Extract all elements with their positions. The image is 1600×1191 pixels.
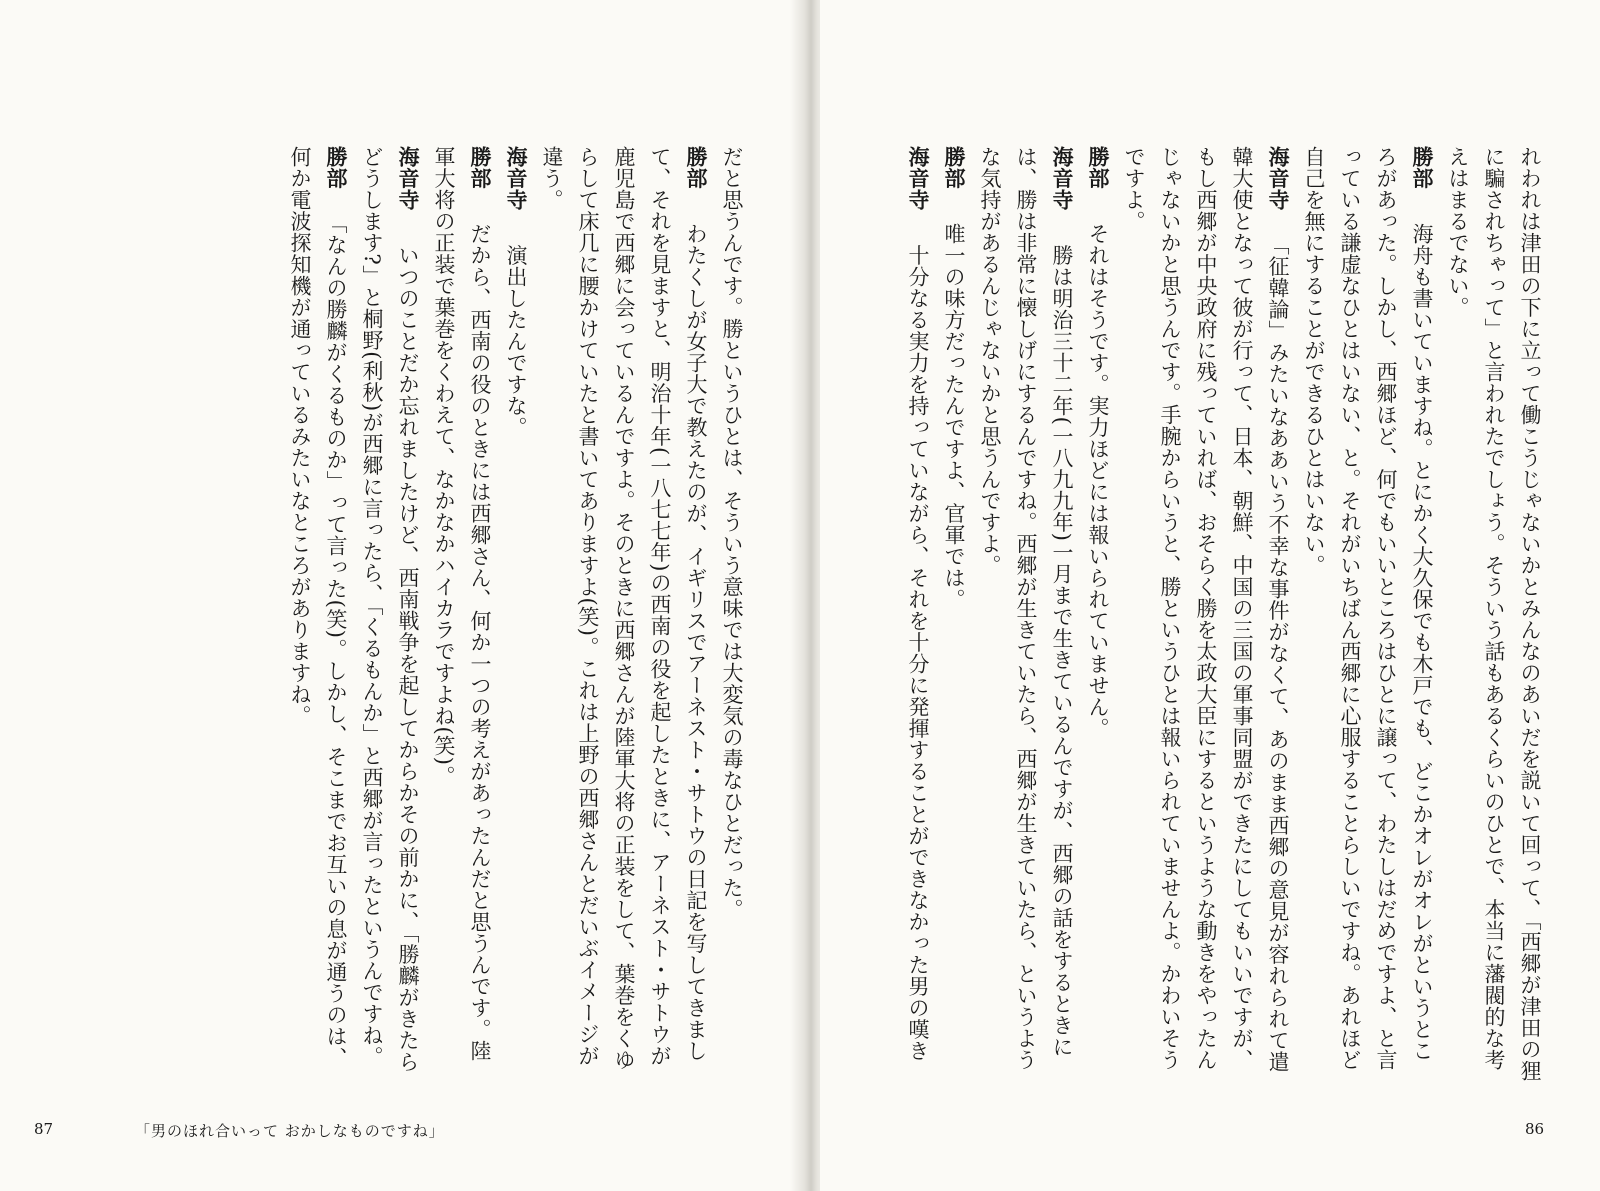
- text-line: [534, 146, 570, 1026]
- speaker-label: 海音寺: [906, 146, 931, 211]
- speaker-label: 海音寺: [504, 146, 529, 211]
- text-line: [426, 146, 462, 1026]
- page-number: 87: [34, 1120, 54, 1138]
- text-line: [606, 146, 642, 1071]
- text-line: [1476, 146, 1512, 1071]
- speaker-label: 勝部: [1410, 146, 1435, 189]
- line-text: 海舟も書いていますね。とにかく大久保でも木戸でも、どこかオレがオレがというとこ: [1410, 223, 1434, 1062]
- right-page-text: [868, 146, 1548, 1082]
- speaker-label: 海音寺: [396, 146, 421, 211]
- line-text: 軍大将の正装で葉巻をくわえて、なかなかハイカラですよね(笑)。: [432, 146, 456, 787]
- text-line: [678, 146, 714, 1062]
- line-text: ろがあった。しかし、西郷ほど、何でもいいところはひとに譲って、わたしはだめですよ、と言: [1374, 146, 1398, 1071]
- text-line: [936, 146, 972, 1026]
- text-line: [318, 146, 354, 1069]
- text-line: [1332, 146, 1368, 1071]
- line-text: な気持があるんじゃないかと思うんですよ。: [978, 146, 1002, 576]
- line-text: 韓大使となって彼が行って、日本、朝鮮、中国の三国の軍事同盟ができたにしてもいいですが、: [1230, 146, 1254, 1071]
- text-line: [1008, 146, 1044, 1071]
- text-line: [1368, 146, 1404, 1071]
- line-text: もし西郷が中央政府に残っていれば、おそらく勝を太政大臣にするというような動きをやったん: [1194, 146, 1218, 1071]
- text-line: [714, 146, 750, 1026]
- line-text: 自己を無にすることができるひとはいない。: [1302, 146, 1326, 576]
- speaker-label: 勝部: [324, 146, 349, 189]
- line-text: っている謙虚なひとはいない、と。それがいちばん西郷に心服することらしいですね。あれほど: [1338, 146, 1362, 1071]
- text-line: [1512, 146, 1548, 1082]
- line-text: 演出したんですな。: [504, 244, 528, 439]
- line-text: は、勝は非常に懐しげにするんですね。西郷が生きていたら、西郷が生きていたら、というよう: [1014, 146, 1038, 1071]
- left-page-text: [210, 146, 750, 1073]
- line-text: どうします?」と桐野(利秋)が西郷に言ったら、「くるもんか」と西郷が言ったというんですね。: [360, 146, 384, 1068]
- line-text: じゃないかと思うんです。手腕からいうと、勝というひとは報いられていませんよ。かわいそう: [1158, 146, 1182, 1071]
- text-line: [1224, 146, 1260, 1071]
- page-number: 86: [1525, 1120, 1545, 1138]
- line-text: 鹿児島で西郷に会っているんですよ。そのときに西郷さんが陸軍大将の正装をして、葉巻をくゆ: [612, 146, 636, 1071]
- line-text: それはそうです。実力ほどには報いられていません。: [1086, 223, 1110, 740]
- line-text: いつのことだか忘れましたけど、西南戦争を起してからかその前かに、「勝麟がきたら: [396, 244, 420, 1073]
- text-line: [282, 146, 318, 1026]
- line-text: 「なんの勝麟がくるものか」って言った(笑)。しかし、そこまでお互いの息が通うのは、: [324, 223, 348, 1069]
- speaker-label: 勝部: [942, 146, 967, 189]
- line-text: 十分なる実力を持っていながら、それを十分に発揮することができなかった男の嘆き: [906, 244, 930, 1062]
- line-text: わたくしが女子大で教えたのが、イギリスでアーネスト・サトウの日記を写してきまし: [684, 223, 708, 1062]
- text-line: [1152, 146, 1188, 1071]
- right-page: [820, 0, 1600, 1191]
- text-line: [1440, 146, 1476, 1026]
- speaker-label: 海音寺: [1050, 146, 1075, 211]
- line-text: 唯一の味方だったんですよ、官軍では。: [942, 223, 966, 611]
- text-line: [390, 146, 426, 1073]
- text-line: [354, 146, 390, 1068]
- line-text: 「征韓論」みたいなああいう不幸な事件がなくて、あのまま西郷の意見が容れられて遣: [1266, 244, 1290, 1073]
- text-line: [900, 146, 936, 1062]
- speaker-label: 勝部: [1086, 146, 1111, 189]
- line-text: えはまるでない。: [1446, 146, 1470, 318]
- text-line: [642, 146, 678, 1067]
- line-text: れわれは津田の下に立って働こうじゃないかとみんなのあいだを説いて回って、「西郷が津田の狸: [1518, 146, 1542, 1082]
- text-line: [1260, 146, 1296, 1073]
- line-text: に騙されちゃって」と言われたでしょう。そういう話もあるくらいのひとで、本当に藩閥的な考: [1482, 146, 1506, 1071]
- speaker-label: 勝部: [684, 146, 709, 189]
- text-line: [1404, 146, 1440, 1062]
- text-line: [498, 146, 534, 1026]
- speaker-label: 海音寺: [1266, 146, 1291, 211]
- line-text: て、それを見ますと、明治十年(一八七七年)の西南の役を起したときに、アーネスト・サトウが: [648, 146, 672, 1067]
- running-head: 「男のほれ合いって おかしなものですね」: [135, 1122, 445, 1140]
- text-line: [1188, 146, 1224, 1071]
- line-text: ですよ。: [1122, 146, 1146, 232]
- speaker-label: 勝部: [468, 146, 493, 189]
- text-line: [462, 146, 498, 1062]
- text-line: [972, 146, 1008, 1026]
- line-text: 何か電波探知機が通っているみたいなところがありますね。: [288, 146, 312, 727]
- line-text: だと思うんです。勝というひとは、そういう意味では大変気の毒なひとだった。: [720, 146, 744, 920]
- line-text: 勝は明治三十二年(一八九九年)一月まで生きているんですが、西郷の話をするときに: [1050, 244, 1074, 1058]
- text-line: [1296, 146, 1332, 1026]
- text-line: [1080, 146, 1116, 1026]
- text-line: [1116, 146, 1152, 1026]
- line-text: だから、西南の役のときには西郷さん、何か一つの考えがあったんだと思うんです。陸: [468, 223, 492, 1062]
- line-text: 違う。: [540, 146, 564, 211]
- text-line: [1044, 146, 1080, 1058]
- text-line: [570, 146, 606, 1067]
- line-text: らして床几に腰かけていたと書いてありますよ(笑)。これは上野の西郷さんとだいぶイメージが: [576, 146, 600, 1067]
